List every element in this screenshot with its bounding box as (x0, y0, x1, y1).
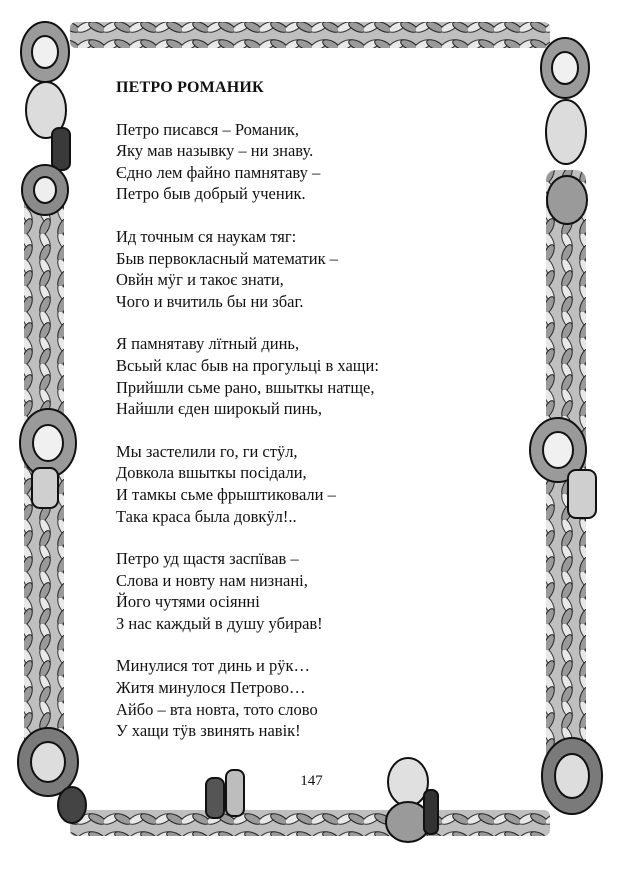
poem-line: Довкола вшыткы посідали, (116, 463, 307, 483)
poem-line: Петро уд щастя заспївав – (116, 549, 299, 569)
poem-line: Овйн мӱг и такоє знати, (116, 270, 284, 290)
poem-line: Айбо – вта новта, тото слово (116, 699, 318, 719)
poem-line: Житя минулося Петрово… (116, 678, 306, 698)
poem-line: Єдно лем файно памнятаву – (116, 162, 321, 182)
poem-line: Ид точным ся наукам тяг: (116, 226, 297, 246)
poem-line: Така краса была довкӱл!.. (116, 506, 297, 526)
doll-ornament-top-right (541, 38, 589, 224)
poem-line: Прийшли сьме рано, вшыткы натще, (116, 377, 375, 397)
poem-line: Петро быв добрый ученик. (116, 184, 306, 204)
stanza (116, 548, 516, 634)
top-garland (70, 22, 550, 48)
poem-line: Я памнятаву лїтный динь, (116, 334, 300, 354)
poem-line: Його чутями осіянні (116, 592, 260, 612)
poem (116, 77, 516, 763)
stanza (116, 441, 516, 527)
poem-line: Мы застелили го, ги стӱл, (116, 441, 298, 461)
bottom-garland (70, 810, 550, 836)
doll-ornament-top-left (21, 22, 70, 170)
doll-ornament-left-upper (22, 165, 68, 215)
poem-line: Петро писався – Романик, (116, 119, 300, 139)
poem-line: У хащи тӱв звинять навік! (116, 721, 301, 741)
stanza (116, 655, 516, 741)
poem-line: Минулися тот динь и рӱк… (116, 656, 310, 676)
page-number: 147 (300, 773, 323, 789)
poem-line: Найшли єден широкый пинь, (116, 399, 322, 419)
poem-line: Чого и вчитиль бы ни збаг. (116, 291, 304, 311)
poem-line: Яку мав назывку – ни знаву. (116, 141, 314, 161)
poem-line: Слова и новту нам низнані, (116, 570, 308, 590)
stanza (116, 333, 516, 419)
poem-line: Быв первокласный математик – (116, 248, 338, 268)
poem-line: Всьый клас быв на прогульці в хащи: (116, 355, 379, 375)
poem-line: И тамкы сьме фрыштиковали – (116, 484, 336, 504)
stanza (116, 226, 516, 312)
stanza (116, 119, 516, 205)
poem-stanzas (116, 119, 516, 742)
poem-line: З нас каждый в душу убирав! (116, 613, 323, 633)
poem-title: ПЕТРО РОМАНИК (116, 79, 264, 96)
doll-ornament-bottom-center-right (386, 758, 438, 842)
